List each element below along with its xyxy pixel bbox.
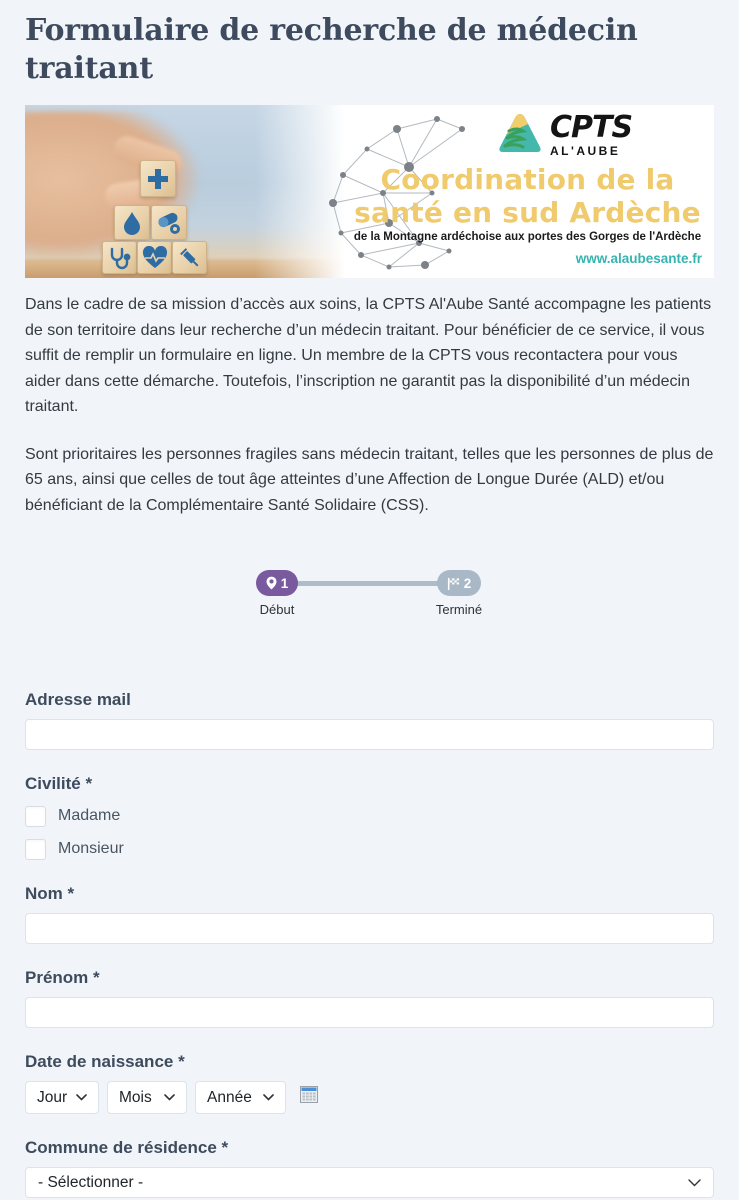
banner-subtitle: de la Montagne ardéchoise aux portes des Gorges de l'Ardèche: [353, 231, 702, 243]
year-select-value: Année: [207, 1088, 252, 1106]
civility-option-monsieur: [25, 838, 714, 860]
intro-paragraph-1: Dans le cadre de sa mission d’accès aux soins, la CPTS Al'Aube Santé accompagne les patients de son territoire dans leur recherche d’un médecin traitant. Pour bénéficier de ce service, il vous suffit de remplir un formulaire en ligne. Un membre de la CPTS vous recontactera pour vous aider dans cette démarche. Toutefois, l’inscription ne garantit pas la disponibilité d’un médecin traitant.: [25, 296, 712, 415]
location-pin-icon: [266, 576, 277, 590]
progress-stepper: [25, 570, 714, 632]
block-heart: [137, 241, 172, 274]
step-number: 2: [463, 575, 472, 591]
step-label-end: Terminé: [435, 602, 483, 617]
month-select[interactable]: [107, 1081, 187, 1114]
block-pill: [151, 205, 187, 240]
step-pill-1: [256, 570, 299, 596]
birthdate-label: Date de naissance *: [25, 1052, 185, 1071]
day-select-value: Jour: [37, 1088, 68, 1106]
block-stethoscope: [102, 241, 137, 274]
commune-select[interactable]: [25, 1167, 714, 1198]
stepper-step-end: [431, 570, 487, 617]
step-label-start: Début: [259, 602, 295, 617]
cpts-logo-mark: [497, 111, 543, 159]
year-select[interactable]: [195, 1081, 286, 1114]
syringe-icon: [177, 245, 203, 271]
plus-icon: [147, 168, 169, 190]
block-droplet: [114, 205, 150, 240]
cpts-logo: [497, 111, 632, 159]
intro-paragraph-2: Sont prioritaires les personnes fragiles sans médecin traitant, telles que les personnes de plus de 65 ans, ainsi que celles de tout âge atteintes d’une Affection de Longue Durée (ALD) et/ou bénéficiant de la Complémentaire Santé Solidaire (CSS).: [25, 445, 714, 514]
commune-select-value: - Sélectionner -: [38, 1173, 144, 1191]
chevron-down-icon: [76, 1094, 87, 1101]
email-input[interactable]: [25, 719, 714, 750]
banner-heading-line2: santé en sud Ardèche: [354, 196, 701, 229]
stepper-step-start: [249, 570, 305, 617]
page-title: Formulaire de recherche de médecin traitant: [25, 13, 638, 86]
step-number: 1: [280, 575, 289, 591]
block-syringe: [172, 241, 207, 274]
droplet-icon: [123, 211, 141, 235]
banner-heading-line1: Coordination de la: [380, 163, 675, 196]
calendar-icon[interactable]: [300, 1086, 318, 1106]
firstname-input[interactable]: [25, 997, 714, 1028]
banner-image: [25, 105, 714, 278]
madame-label: Madame: [58, 807, 121, 824]
banner-website: www.alaubesante.fr: [575, 251, 702, 266]
pill-icon: [156, 211, 182, 235]
stepper-connector: [295, 581, 440, 586]
month-select-value: Mois: [119, 1088, 152, 1106]
monsieur-checkbox[interactable]: [25, 839, 46, 860]
finish-flag-icon: [447, 577, 460, 590]
monsieur-label: Monsieur: [58, 840, 124, 857]
logo-subtext: AL'AUBE: [550, 144, 621, 158]
chevron-down-icon: [263, 1094, 274, 1101]
civility-label: Civilité *: [25, 774, 93, 793]
chevron-down-icon: [688, 1179, 701, 1187]
chevron-down-icon: [164, 1094, 175, 1101]
stethoscope-icon: [108, 246, 132, 270]
day-select[interactable]: [25, 1081, 99, 1114]
lastname-label: Nom *: [25, 884, 75, 903]
email-label: Adresse mail: [25, 690, 131, 709]
heart-ecg-icon: [142, 246, 168, 270]
civility-option-madame: [25, 805, 714, 827]
commune-label: Commune de résidence *: [25, 1138, 229, 1157]
step-pill-2: [437, 570, 482, 596]
firstname-label: Prénom *: [25, 968, 100, 987]
block-plus: [140, 160, 176, 197]
birthdate-selects: [25, 1081, 714, 1114]
logo-text: CPTS: [550, 110, 633, 145]
banner-heading: [345, 163, 710, 229]
lastname-input[interactable]: [25, 913, 714, 944]
madame-checkbox[interactable]: [25, 806, 46, 827]
